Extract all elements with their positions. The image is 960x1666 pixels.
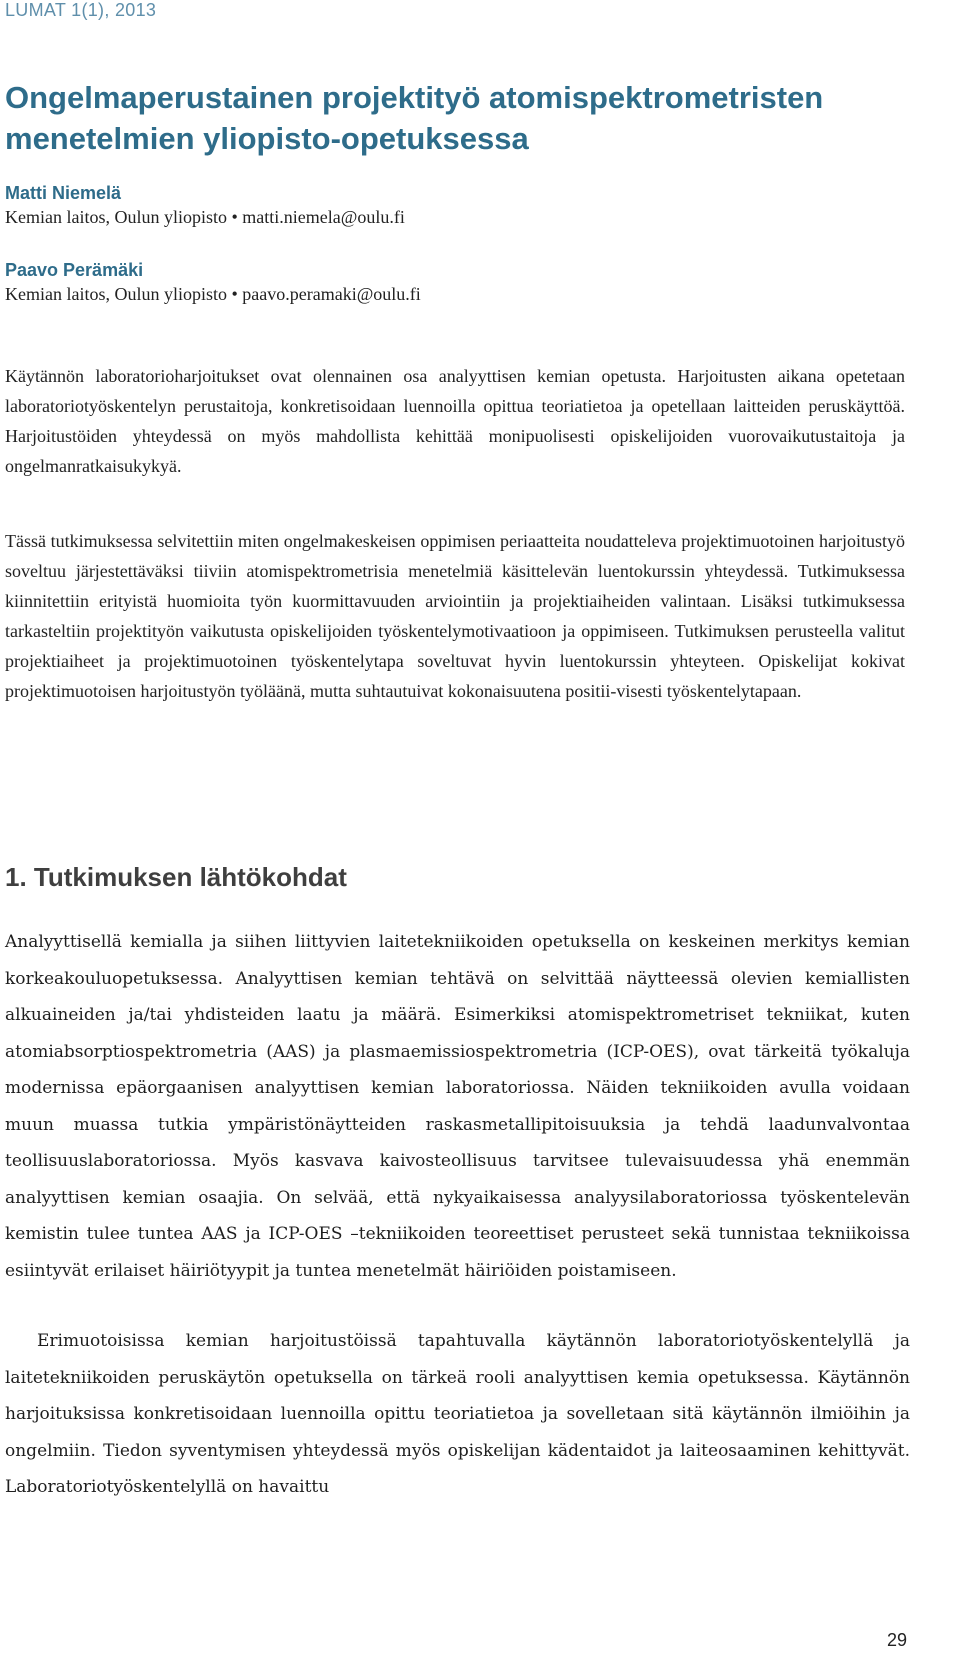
abstract-paragraph-2: Tässä tutkimuksessa selvitettiin miten ongelmakeskeisen oppimisen periaatteita noudatteleva projektimuotoinen harjoitustyö soveltuu järjestettäväksi tiiviin atomispektrometrisia menetelmiä käsittelevän luentokurssin yhteydessä. Tutkimuksessa kiinnitettiin erityistä huomioita työn kuormittavuuden arviointiin ja projektiaiheiden valintaan. Lisäksi tutkimuksessa tarkasteltiin projektityön vaikutusta opiskelijoiden työskentelymotivaatioon ja oppimiseen. Tutkimuksen perusteella valitut projektiaiheet ja projektimuotoinen työskentelytapa soveltuvat hyvin luentokurssin yhteyteen. Opiskelijat kokivat projektimuotoisen harjoitustyön työläänä, mutta suhtautuivat kokonaisuutena positii-visesti työskentelytapaan. xyxy=(5,531,905,701)
body-paragraph-2: Erimuotoisissa kemian harjoitustöissä tapahtuvalla käytännön laboratoriotyöskentelyllä ja laitetekniikoiden peruskäytön opetuksella on tärkeä rooli analyyttisen kemia opetuksessa. Käytännön harjoituksissa konkretisoidaan luennoilla opittu teoriatietoa ja sovelletaan sitä käytännön ilmiöihin ja ongelmiin. Tiedon syventymisen yhteydessä myös opiskelijan kädentaidot ja laiteosaaminen kehittyvät. Laboratoriotyöskentelyllä on havaittu xyxy=(5,1331,910,1497)
article-title: Ongelmaperustainen projektityö atomispektrometristen menetelmien yliopisto-opetuksessa xyxy=(5,80,824,156)
section-heading: 1. Tutkimuksen lähtökohdat xyxy=(5,862,347,892)
journal-header: LUMAT 1(1), 2013 xyxy=(5,0,157,20)
author-affiliation-2: Kemian laitos, Oulun yliopisto • paavo.peramaki@oulu.fi xyxy=(5,284,421,304)
author-name-2: Paavo Perämäki xyxy=(5,260,144,280)
body-paragraph-1: Analyyttisellä kemialla ja siihen liittyvien laitetekniikoiden opetuksella on keskeinen merkitys kemian korkeakouluopetuksessa. Analyyttisen kemian tehtävä on selvittää näytteessä olevien kemiallisten alkuaineiden ja/tai yhdisteiden laatu ja määrä. Esimerkiksi atomispektrometriset tekniikat, kuten atomiabsorptiospektrometria (AAS) ja plasmaemissiospektrometria (ICP-OES), ovat tärkeitä työkaluja modernissa epäorgaanisen analyyttisen kemian laboratoriossa. Näiden tekniikoiden avulla voidaan muun muassa tutkia ympäristönäytteiden raskasmetallipitoisuuksia ja tehdä laadunvalvontaa teollisuuslaboratoriossa. Myös kasvava kaivosteollisuus tarvitsee tulevaisuudessa yhä enemmän analyyttisen kemian osaajia. On selvää, että nykyaikaisessa analyysilaboratoriossa työskentelevän kemistin tulee tuntea AAS ja ICP-OES –tekniikoiden teoreettiset perusteet sekä tunnistaa tekniikoissa esiintyvät erilaiset häiriötyypit ja tuntea menetelmät häiriöiden poistamiseen. xyxy=(5,932,910,1281)
author-block-2 xyxy=(5,258,905,306)
author-block-1 xyxy=(5,181,905,229)
author-affiliation-1: Kemian laitos, Oulun yliopisto • matti.niemela@oulu.fi xyxy=(5,207,405,227)
author-name-1: Matti Niemelä xyxy=(5,183,122,203)
abstract-paragraph-1: Käytännön laboratorioharjoitukset ovat olennainen osa analyyttisen kemian opetusta. Harjoitusten aikana opetetaan laboratoriotyöskentelyn perustaitoja, konkretisoidaan luennoilla opittua teoriatietoa ja opetellaan laitteiden peruskäyttöä. Harjoitustöiden yhteydessä on myös mahdollista kehittää monipuolisesti opiskelijoiden vuorovaikutustaitoja ja ongelmanratkaisukykyä. xyxy=(5,366,905,476)
page-number: 29 xyxy=(886,1630,907,1650)
